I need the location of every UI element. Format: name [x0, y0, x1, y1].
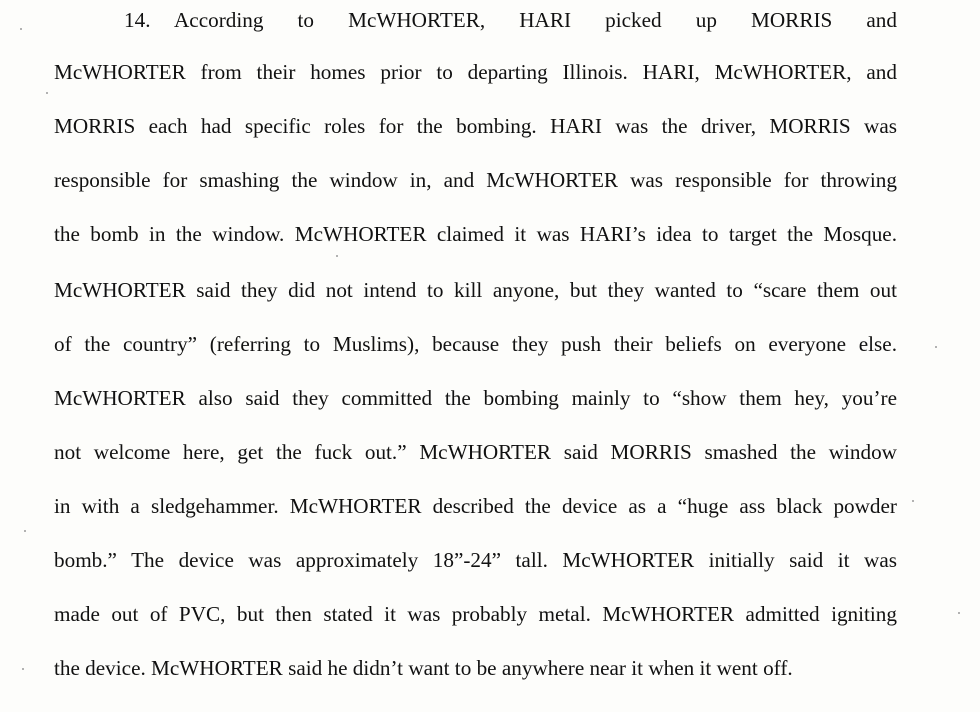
scan-speck: [336, 255, 338, 257]
text-line: McWHORTER also said they committed the bombing mainly to “show them hey, you’re: [54, 386, 897, 410]
text-line: of the country” (referring to Muslims), because they push their beliefs on everyone else.: [54, 332, 897, 356]
scan-speck: [22, 668, 24, 670]
scan-speck: [20, 28, 22, 30]
scan-speck: [24, 530, 26, 532]
text-line: the bomb in the window. McWHORTER claimed it was HARI’s idea to target the Mosque.: [54, 222, 897, 246]
line-text: According to McWHORTER, HARI picked up MORRIS and: [174, 8, 897, 32]
scan-speck: [912, 500, 914, 502]
text-line: in with a sledgehammer. McWHORTER described the device as a “huge ass black powder: [54, 494, 897, 518]
text-line: not welcome here, get the fuck out.” McWHORTER said MORRIS smashed the window: [54, 440, 897, 464]
scan-speck: [46, 92, 48, 94]
scan-speck: [935, 346, 937, 348]
scan-speck: [958, 612, 960, 614]
paragraph-number: 14.: [124, 8, 151, 32]
text-line: McWHORTER said they did not intend to kill anyone, but they wanted to “scare them out: [54, 278, 897, 302]
text-line: the device. McWHORTER said he didn’t want to be anywhere near it when it went off.: [54, 656, 793, 680]
text-line: made out of PVC, but then stated it was probably metal. McWHORTER admitted igniting: [54, 602, 897, 626]
text-line: [54, 5, 897, 35]
text-line: bomb.” The device was approximately 18”-24” tall. McWHORTER initially said it was: [54, 548, 897, 572]
text-line: responsible for smashing the window in, and McWHORTER was responsible for throwing: [54, 168, 897, 192]
text-line: McWHORTER from their homes prior to departing Illinois. HARI, McWHORTER, and: [54, 60, 897, 84]
text-line: MORRIS each had specific roles for the bombing. HARI was the driver, MORRIS was: [54, 114, 897, 138]
